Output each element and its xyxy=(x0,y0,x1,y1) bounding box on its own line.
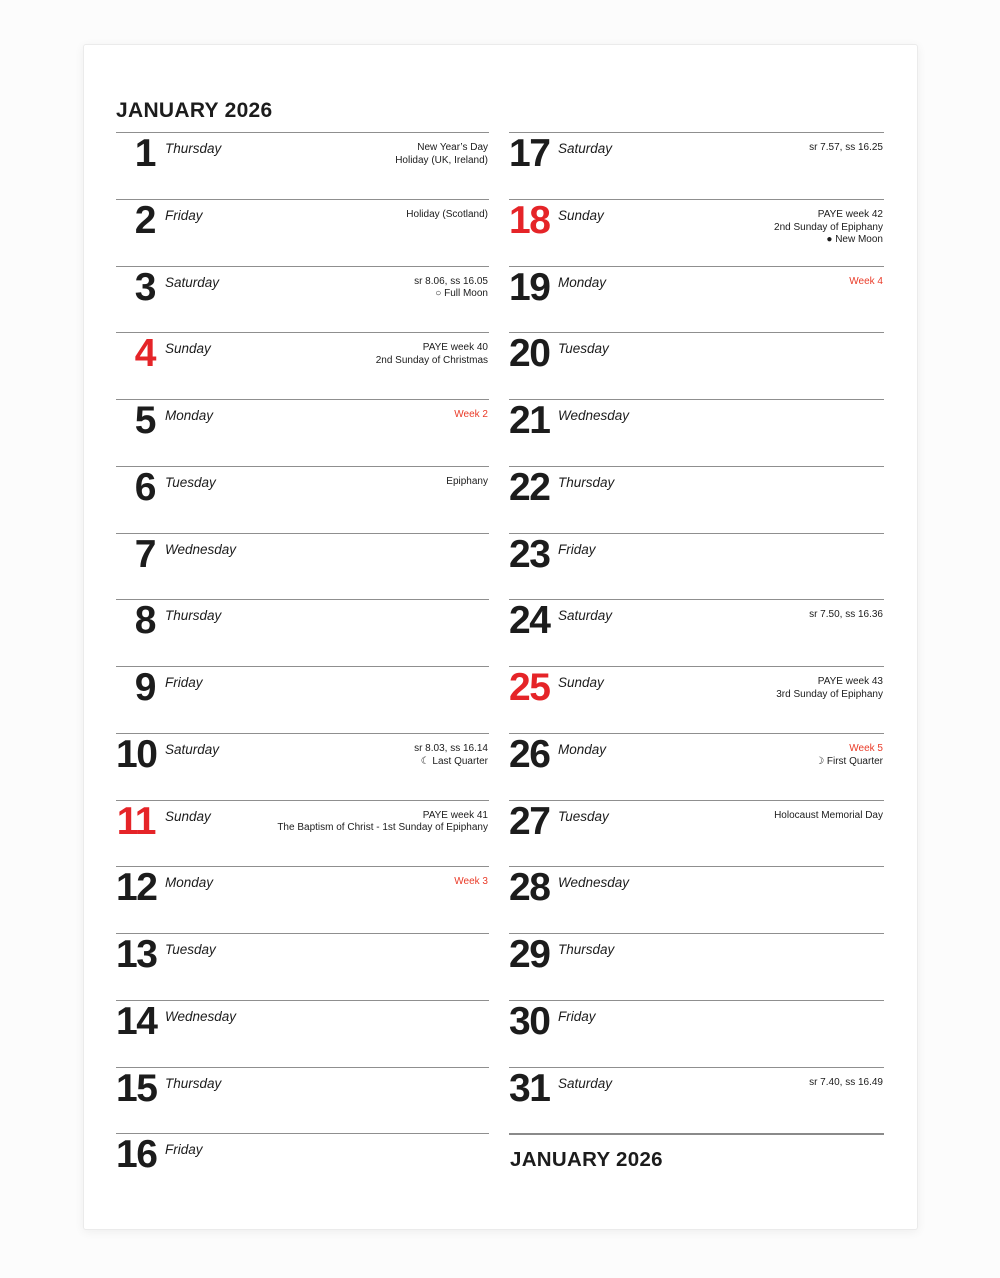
left-column xyxy=(116,45,489,1229)
day-note: sr 8.03, ss 16.14 xyxy=(414,742,488,754)
month-header xyxy=(116,45,489,132)
day-number: 16 xyxy=(116,1133,157,1177)
day-name: Thursday xyxy=(558,474,615,490)
day-notes xyxy=(809,609,883,622)
day-number: 14 xyxy=(116,999,157,1043)
day-row xyxy=(509,800,884,867)
day-number: 7 xyxy=(134,532,155,576)
day-notes xyxy=(809,1077,883,1090)
day-note: Holiday (Scotland) xyxy=(406,208,488,220)
day-number: 20 xyxy=(509,332,550,376)
day-name: Sunday xyxy=(558,207,604,223)
day-row xyxy=(116,866,489,933)
day-name: Saturday xyxy=(558,141,613,156)
day-note: Epiphany xyxy=(446,475,488,487)
day-row xyxy=(116,933,489,1000)
page-title: JANUARY 2026 xyxy=(116,99,273,122)
day-name: Wednesday xyxy=(558,875,630,891)
day-name: Monday xyxy=(165,408,214,423)
day-row xyxy=(509,1067,884,1134)
day-row xyxy=(116,332,489,399)
day-number: 15 xyxy=(116,1066,157,1110)
day-name: Friday xyxy=(165,675,203,690)
day-note: PAYE week 43 xyxy=(817,676,883,687)
day-number: 24 xyxy=(509,599,550,643)
day-name: Tuesday xyxy=(165,474,216,490)
diary-page xyxy=(83,44,918,1230)
day-name: Saturday xyxy=(165,741,220,757)
day-note: Week 4 xyxy=(849,275,883,287)
day-notes xyxy=(776,676,883,702)
day-number: 13 xyxy=(116,933,157,976)
day-number: 29 xyxy=(509,933,550,976)
day-note: 2nd Sunday of Christmas xyxy=(375,355,488,367)
day-note: Week 5 xyxy=(849,742,883,754)
day-row xyxy=(116,466,489,533)
day-number: 1 xyxy=(134,132,155,175)
day-name: Monday xyxy=(558,274,607,290)
day-name: Friday xyxy=(165,207,203,223)
day-number: 19 xyxy=(509,265,550,309)
day-row xyxy=(116,1067,489,1134)
day-note: Week 3 xyxy=(454,876,488,888)
day-name: Saturday xyxy=(558,1075,613,1091)
day-number: 8 xyxy=(134,599,155,643)
day-notes xyxy=(774,209,883,247)
day-row xyxy=(509,332,884,399)
day-name: Thursday xyxy=(165,141,222,156)
day-row xyxy=(509,866,884,933)
day-note: ○ Full Moon xyxy=(435,288,488,300)
day-note: sr 7.40, ss 16.49 xyxy=(809,1076,883,1088)
day-notes xyxy=(376,342,488,368)
day-number: 31 xyxy=(509,1066,550,1110)
footer-title: JANUARY 2026 xyxy=(510,1148,663,1172)
day-row xyxy=(509,933,884,1000)
day-row xyxy=(509,266,884,333)
day-note: Holiday (UK, Ireland) xyxy=(395,154,488,166)
day-name: Saturday xyxy=(165,274,220,290)
day-row xyxy=(509,132,884,199)
day-name: Saturday xyxy=(558,608,613,624)
day-number: 30 xyxy=(509,999,550,1043)
day-name: Sunday xyxy=(165,808,211,824)
day-note: PAYE week 41 xyxy=(422,809,488,821)
day-name: Friday xyxy=(558,541,596,557)
day-number: 21 xyxy=(509,399,550,442)
day-number: 26 xyxy=(509,732,550,776)
day-number: 23 xyxy=(509,532,550,576)
day-number: 10 xyxy=(116,732,157,776)
day-row xyxy=(509,533,884,600)
right-column xyxy=(509,45,884,1229)
day-number: 11 xyxy=(116,799,155,843)
day-note: sr 7.50, ss 16.36 xyxy=(809,609,883,621)
day-row xyxy=(116,1000,489,1067)
day-name: Tuesday xyxy=(558,341,609,357)
day-notes xyxy=(395,142,488,168)
day-row xyxy=(116,666,489,733)
day-row xyxy=(116,1133,489,1200)
day-note: New Year’s Day xyxy=(417,142,488,153)
day-name: Friday xyxy=(165,1142,203,1158)
day-row xyxy=(509,466,884,533)
day-number: 28 xyxy=(509,866,550,910)
day-name: Sunday xyxy=(165,341,211,357)
day-row xyxy=(509,599,884,666)
day-name: Monday xyxy=(165,875,214,891)
day-row xyxy=(509,666,884,733)
day-row xyxy=(116,399,489,466)
day-name: Thursday xyxy=(558,942,615,957)
day-row xyxy=(509,1000,884,1067)
day-number: 6 xyxy=(134,465,155,509)
day-name: Thursday xyxy=(165,1075,222,1091)
day-note: sr 7.57, ss 16.25 xyxy=(809,142,883,153)
day-name: Sunday xyxy=(558,675,604,690)
day-name: Tuesday xyxy=(165,942,216,957)
day-note: ☽ First Quarter xyxy=(815,755,883,767)
day-number: 25 xyxy=(509,666,550,709)
month-footer xyxy=(509,1133,884,1172)
day-notes xyxy=(277,810,488,836)
day-row xyxy=(116,599,489,666)
day-row xyxy=(116,266,489,333)
day-notes xyxy=(454,409,488,422)
day-row xyxy=(509,733,884,800)
day-name: Thursday xyxy=(165,608,222,624)
day-note: The Baptism of Christ - 1st Sunday of Epiphany xyxy=(277,822,488,834)
day-notes xyxy=(809,142,883,155)
day-note: PAYE week 42 xyxy=(817,208,883,220)
day-notes xyxy=(774,810,883,823)
day-row xyxy=(509,399,884,466)
day-row xyxy=(509,199,884,266)
day-row xyxy=(116,733,489,800)
day-number: 4 xyxy=(134,332,155,376)
day-notes xyxy=(414,276,488,302)
day-rows-17-31 xyxy=(509,132,884,1133)
day-number: 2 xyxy=(134,198,155,242)
day-row xyxy=(116,800,489,867)
day-note: Holocaust Memorial Day xyxy=(774,809,883,821)
day-name: Tuesday xyxy=(558,808,609,824)
day-name: Friday xyxy=(558,1008,596,1024)
right-column-spacer xyxy=(509,45,884,132)
day-number: 18 xyxy=(509,198,550,242)
day-name: Monday xyxy=(558,741,607,757)
day-row xyxy=(116,533,489,600)
day-number: 9 xyxy=(134,666,155,709)
day-notes xyxy=(815,743,883,769)
day-number: 3 xyxy=(134,265,155,309)
day-note: 3rd Sunday of Epiphany xyxy=(776,688,883,700)
day-rows-1-16 xyxy=(116,132,489,1200)
day-number: 12 xyxy=(116,866,157,910)
day-notes xyxy=(414,743,488,769)
day-note: ☾ Last Quarter xyxy=(420,755,488,767)
day-note: 2nd Sunday of Epiphany xyxy=(774,221,883,233)
day-number: 22 xyxy=(509,465,550,509)
day-name: Wednesday xyxy=(165,1008,237,1024)
day-number: 27 xyxy=(509,799,550,843)
day-row xyxy=(116,132,489,199)
day-note: ● New Moon xyxy=(826,234,883,246)
page-content xyxy=(116,45,884,1229)
day-notes xyxy=(406,209,488,222)
day-notes xyxy=(849,276,883,289)
day-name: Wednesday xyxy=(165,541,237,557)
day-name: Wednesday xyxy=(558,408,630,423)
day-number: 17 xyxy=(509,132,550,175)
day-notes xyxy=(454,876,488,889)
day-note: PAYE week 40 xyxy=(422,342,488,354)
day-row xyxy=(116,199,489,266)
day-note: Week 2 xyxy=(454,409,488,420)
day-note: sr 8.06, ss 16.05 xyxy=(414,275,488,287)
day-notes xyxy=(446,476,488,489)
day-number: 5 xyxy=(134,399,155,442)
